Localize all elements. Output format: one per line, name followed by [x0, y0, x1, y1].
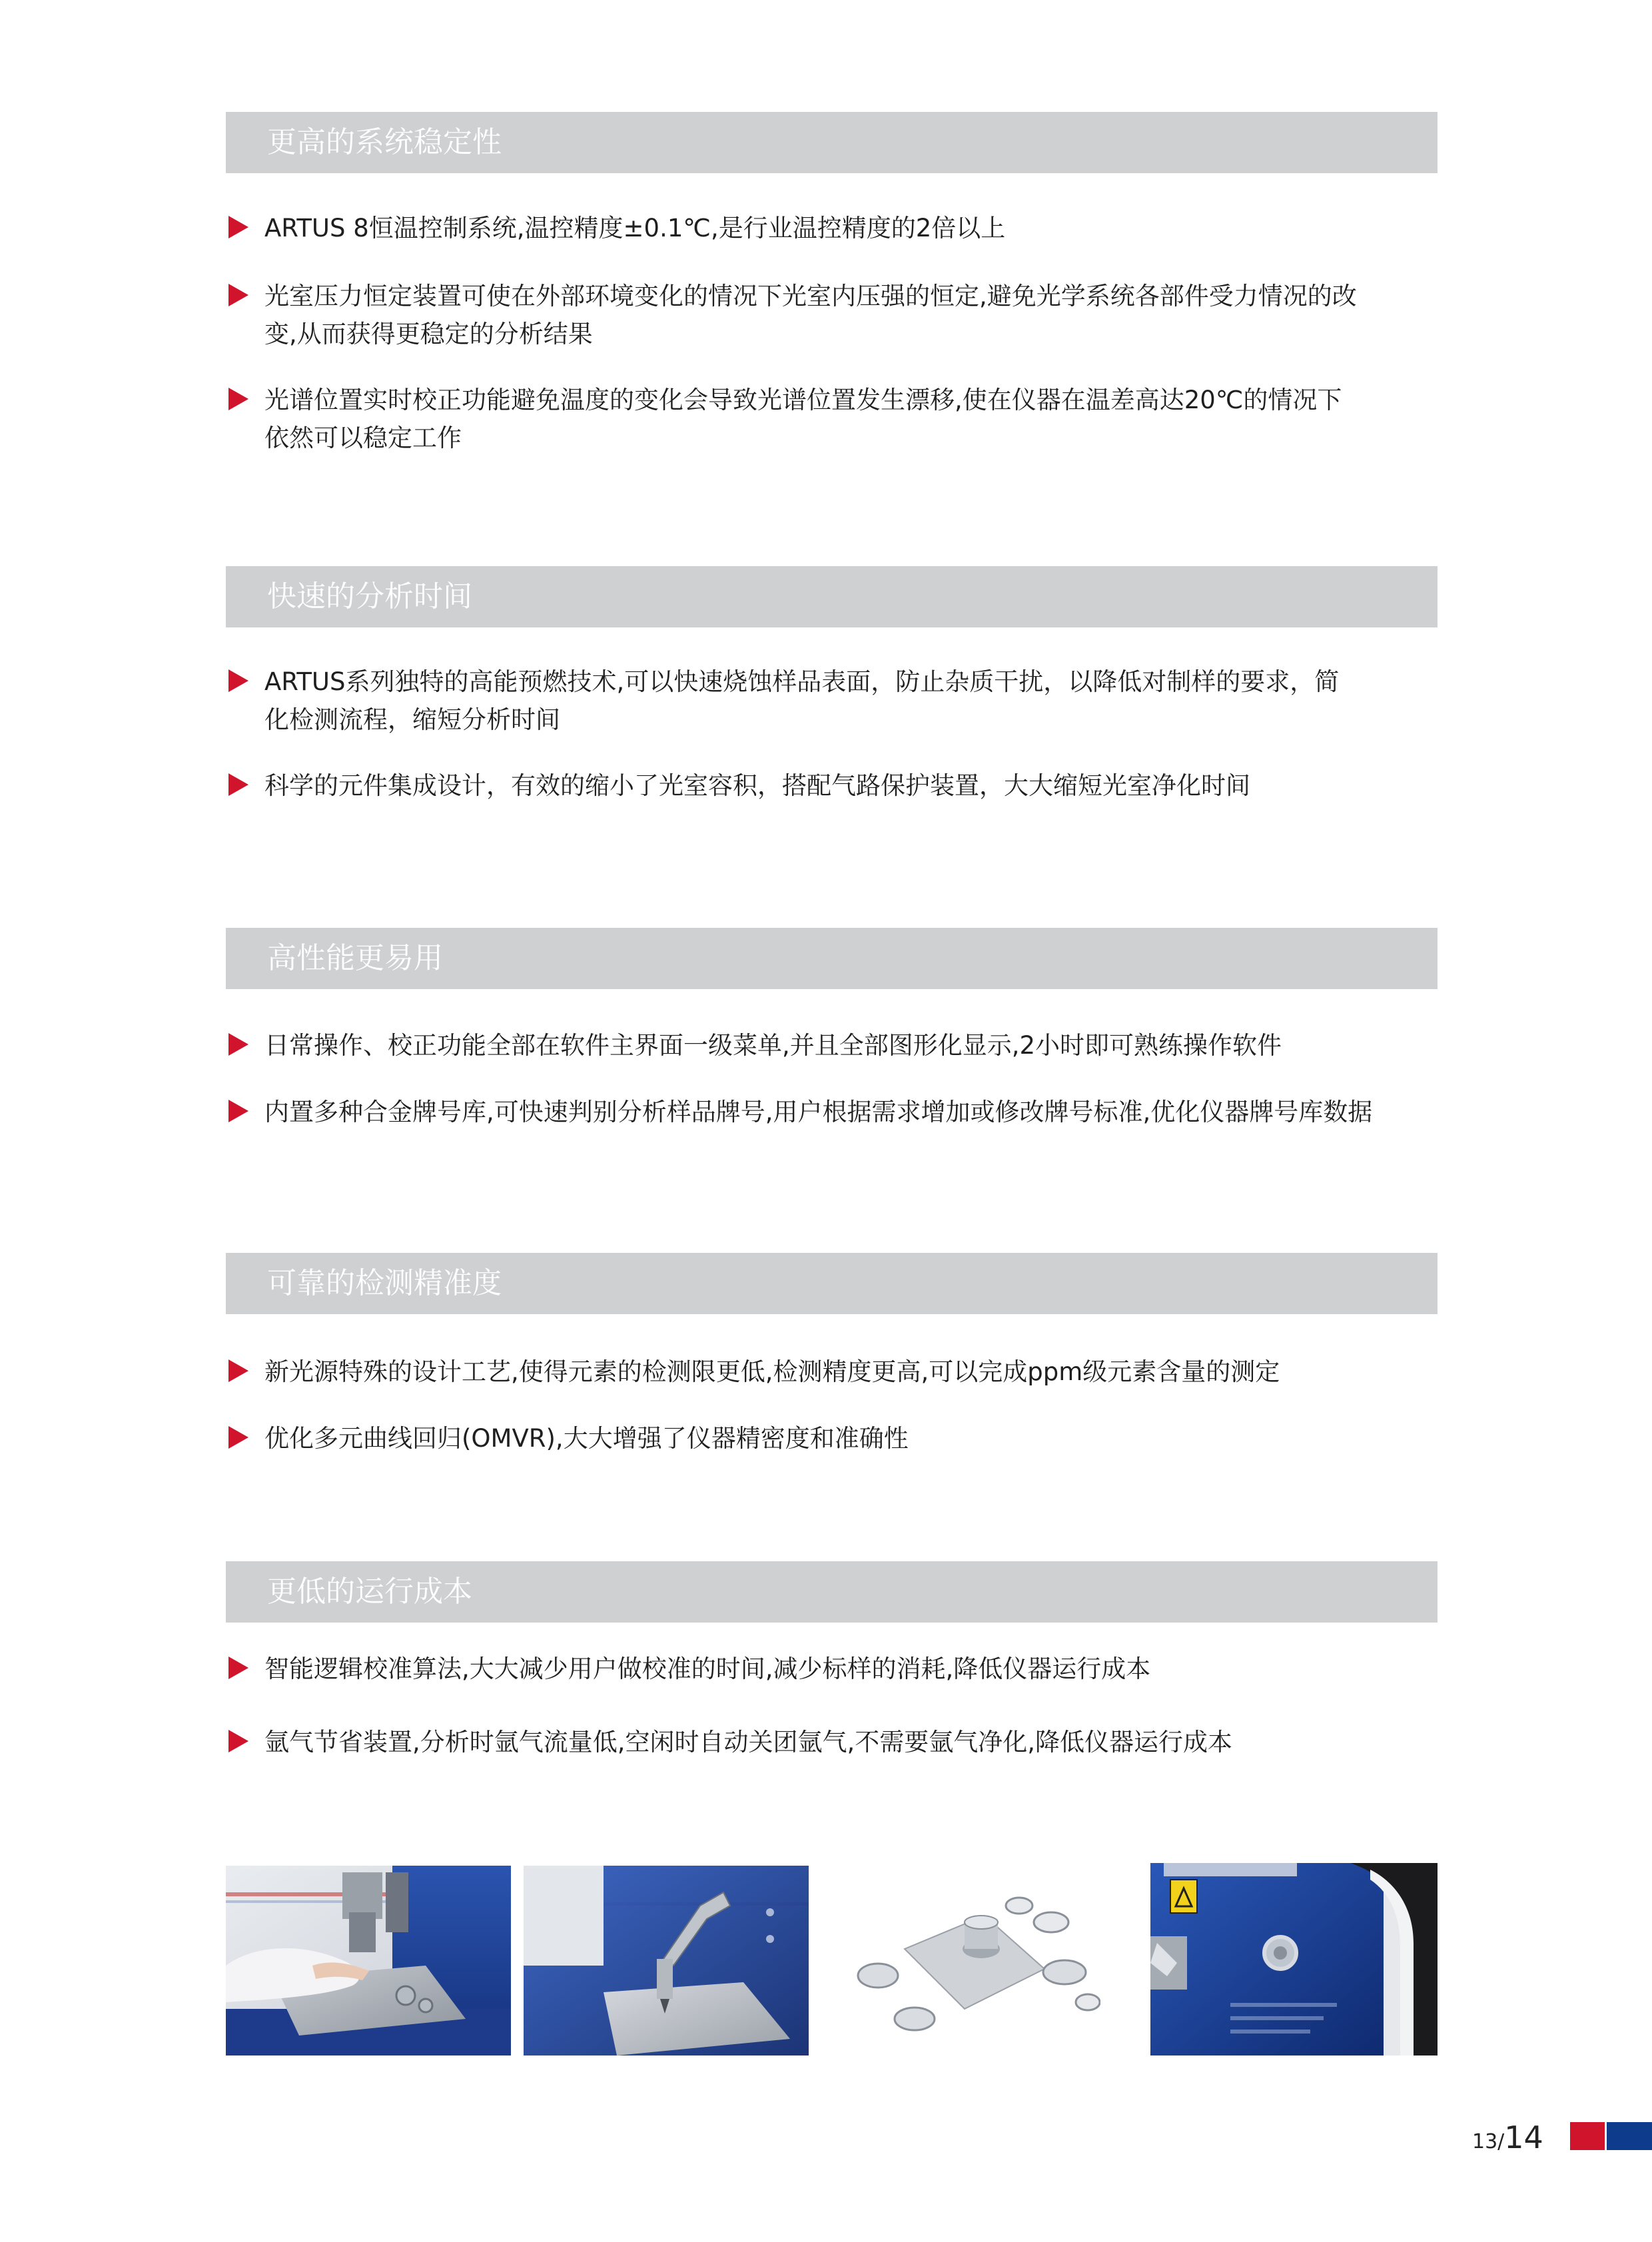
photo-accessories-image — [851, 1869, 1100, 2050]
bullet-text: ARTUS 8恒温控制系统,温控精度±0.1℃,是行业温控精度的2倍以上 — [264, 214, 1006, 242]
section-title: 快速的分析时间 — [267, 579, 472, 613]
red-triangle-bullet-icon — [228, 1100, 248, 1122]
red-triangle-bullet-icon — [228, 216, 248, 238]
red-triangle-bullet-icon — [228, 1730, 248, 1752]
section-header-speed — [226, 566, 1438, 627]
section-header-usability — [226, 928, 1438, 989]
list-item — [228, 1723, 1481, 1761]
bullet-text: 光室压力恒定装置可使在外部环境变化的情况下光室内压强的恒定,避免光学系统各部件受力情况的改 变,从而获得更稳定的分析结果 — [264, 282, 1357, 348]
photo-electrode — [524, 1866, 809, 2055]
red-triangle-bullet-icon — [228, 1359, 248, 1382]
bullet-text: ARTUS系列独特的高能预燃技术,可以快速烧蚀样品表面，防止杂质干扰，以降低对制样的要求，简 化检测流程，缩短分析时间 — [264, 667, 1340, 734]
bullet-text: 氩气节省装置,分析时氩气流量低,空闲时自动关团氩气,不需要氩气净化,降低仪器运行成本 — [264, 1728, 1233, 1756]
red-triangle-bullet-icon — [228, 669, 248, 692]
photo-instrument-panel — [1150, 1863, 1438, 2055]
page-total: 14 — [1504, 2119, 1543, 2155]
list-item — [228, 1026, 1481, 1064]
list-item — [228, 1419, 1481, 1457]
red-triangle-bullet-icon — [228, 1426, 248, 1449]
bullet-text: 科学的元件集成设计，有效的缩小了光室容积，搭配气路保护装置，大大缩短光室净化时间 — [264, 771, 1250, 800]
list-item — [228, 277, 1481, 353]
bullet-text: 光谱位置实时校正功能避免温度的变化会导致光谱位置发生漂移,使在仪器在温差高达20℃的情况下 依然可以稳定工作 — [264, 386, 1342, 452]
red-triangle-bullet-icon — [228, 773, 248, 796]
bullet-text: 智能逻辑校准算法,大大减少用户做校准的时间,减少标样的消耗,降低仪器运行成本 — [264, 1655, 1151, 1683]
section-title: 更低的运行成本 — [267, 1575, 472, 1609]
footer-red-band — [1570, 2122, 1605, 2150]
list-item — [228, 1353, 1481, 1391]
section-title: 可靠的检测精准度 — [267, 1266, 502, 1300]
page-current: 13/ — [1472, 2130, 1505, 2153]
photo-instrument-panel-image — [1150, 1863, 1438, 2055]
list-item — [228, 209, 1481, 247]
section-header-stability — [226, 112, 1438, 173]
section-header-cost — [226, 1561, 1438, 1623]
bullet-text: 日常操作、校正功能全部在软件主界面一级菜单,并且全部图形化显示,2小时即可熟练操作软件 — [264, 1031, 1282, 1060]
list-item — [228, 1650, 1481, 1688]
red-triangle-bullet-icon — [228, 284, 248, 306]
bullet-text: 内置多种合金牌号库,可快速判别分析样品牌号,用户根据需求增加或修改牌号标准,优化仪器牌号库数据 — [264, 1098, 1373, 1126]
red-triangle-bullet-icon — [228, 1033, 248, 1056]
section-title: 更高的系统稳定性 — [267, 125, 502, 159]
list-item — [228, 1093, 1481, 1131]
list-item — [228, 663, 1481, 739]
photo-accessories — [851, 1869, 1100, 2050]
photo-electrode-image — [524, 1866, 809, 2055]
red-triangle-bullet-icon — [228, 1657, 248, 1679]
page-number — [1472, 2119, 1543, 2155]
bullet-text: 新光源特殊的设计工艺,使得元素的检测限更低,检测精度更高,可以完成ppm级元素含量的测定 — [264, 1357, 1280, 1386]
footer-blue-band — [1607, 2122, 1652, 2150]
bullet-text: 优化多元曲线回归(OMVR),大大增强了仪器精密度和准确性 — [264, 1424, 909, 1453]
photo-sample-loading — [226, 1866, 511, 2055]
list-item — [228, 381, 1481, 457]
list-item — [228, 767, 1481, 805]
red-triangle-bullet-icon — [228, 388, 248, 410]
photo-sample-loading-image — [226, 1866, 511, 2055]
section-header-accuracy — [226, 1253, 1438, 1314]
section-title: 高性能更易用 — [267, 941, 443, 975]
